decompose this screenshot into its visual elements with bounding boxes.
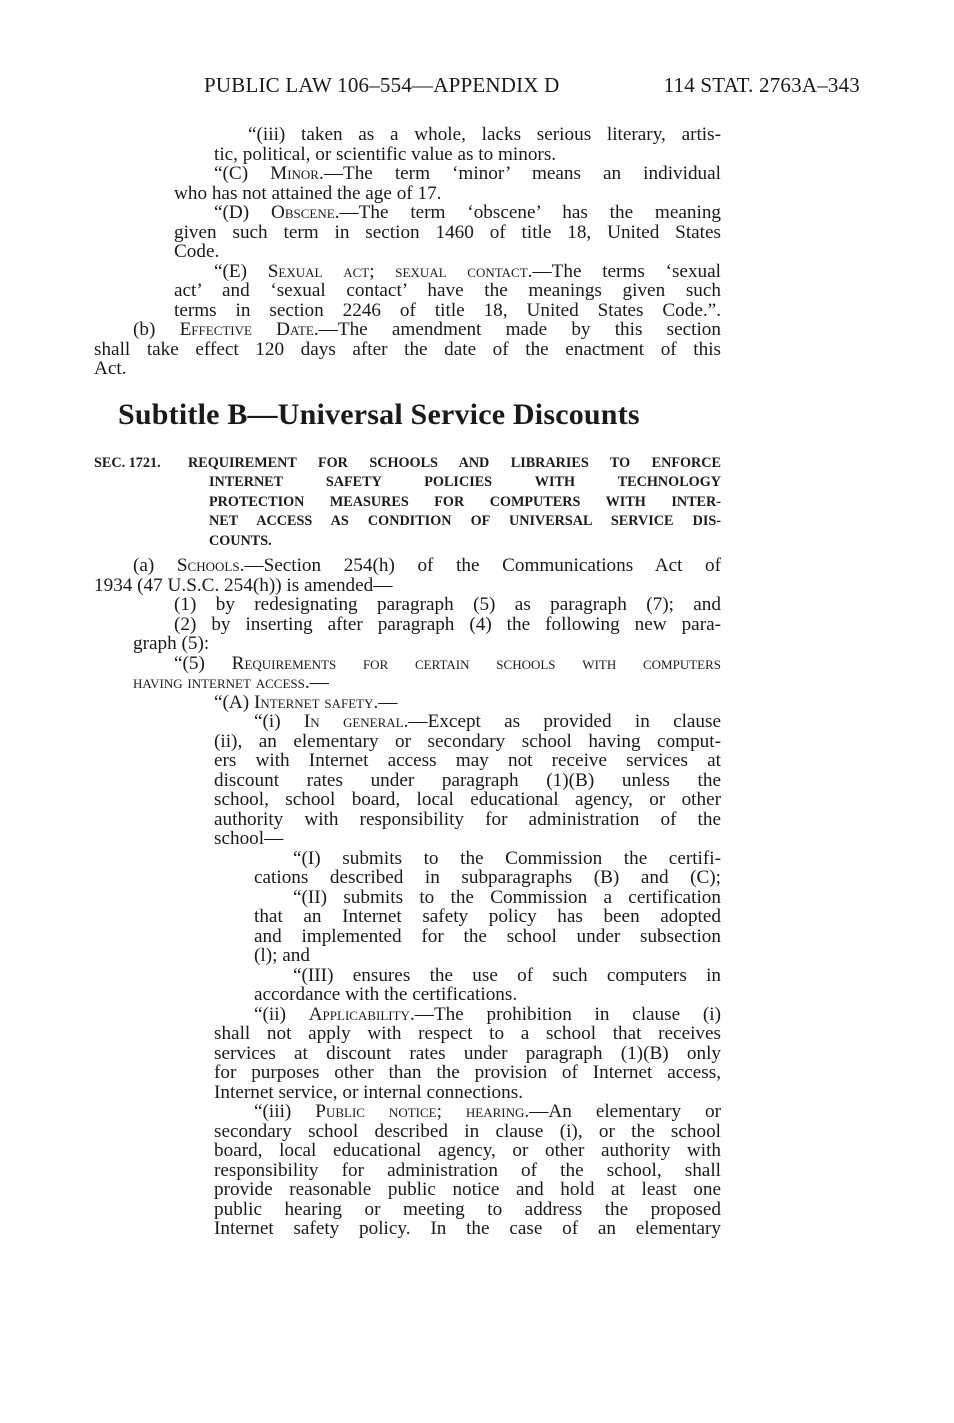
text-line: (1) by redesignating paragraph (5) as paragraph (7); and <box>174 594 721 615</box>
subtitle-heading: Subtitle B—Universal Service Discounts <box>118 398 640 431</box>
text-line: (l); and <box>254 945 310 966</box>
text-line: “(D) Obscene.—The term ‘obscene’ has the meaning <box>214 202 722 223</box>
text-line: 1934 (47 U.S.C. 254(h)) is amended— <box>94 575 393 596</box>
text-line: provide reasonable public notice and hold at least one <box>214 1179 721 1200</box>
text-line: school, school board, local educational agency, or other <box>214 789 721 810</box>
header-statute-page: 114 STAT. 2763A–343 <box>663 73 860 97</box>
text-line: board, local educational agency, or other authority with <box>214 1140 721 1161</box>
text-line: Internet safety policy. In the case of an elementary <box>214 1218 721 1239</box>
text-line: “(III) ensures the use of such computers in <box>293 965 721 986</box>
text-line: “(ii) Applicability.—The prohibition in clause (i) <box>254 1004 721 1025</box>
text-line: “(C) Minor.—The term ‘minor’ means an individual <box>214 163 721 184</box>
text-line: that an Internet safety policy has been adopted <box>254 906 721 927</box>
text-line: terms in section 2246 of title 18, United States Code.”. <box>174 300 721 321</box>
text-line: “(I) submits to the Commission the certifi- <box>293 848 721 869</box>
text-line: Internet service, or internal connections. <box>214 1082 524 1103</box>
text-line: act’ and ‘sexual contact’ have the meanings given such <box>174 280 721 301</box>
text-line: (b) Effective Date.—The amendment made by this section <box>133 319 721 340</box>
text-line: “(A) Internet safety.— <box>214 692 398 713</box>
text-line: Act. <box>94 358 127 379</box>
text-line: discount rates under paragraph (1)(B) unless the <box>214 770 721 791</box>
text-line: authority with responsibility for administration of the <box>214 809 721 830</box>
text-line: shall not apply with respect to a school that receives <box>214 1023 721 1044</box>
text-line: (a) Schools.—Section 254(h) of the Communications Act of <box>133 555 721 576</box>
section-title-line: REQUIREMENT FOR SCHOOLS AND LIBRARIES TO ENFORCE <box>188 455 721 471</box>
text-line: public hearing or meeting to address the proposed <box>214 1199 721 1220</box>
text-line: school— <box>214 828 284 849</box>
running-header <box>0 73 954 103</box>
header-law-title: PUBLIC LAW 106–554—APPENDIX D <box>204 73 560 97</box>
text-line: shall take effect 120 days after the date of the enactment of this <box>94 339 721 360</box>
text-line: tic, political, or scientific value as to minors. <box>214 144 557 165</box>
text-line: having internet access.— <box>133 672 329 693</box>
text-line: accordance with the certifications. <box>254 984 518 1005</box>
text-line: “(5) Requirements for certain schools with computers <box>174 653 722 674</box>
text-line: given such term in section 1460 of title 18, United States <box>174 222 721 243</box>
text-line: “(iii) taken as a whole, lacks serious literary, artis- <box>248 124 721 145</box>
section-number: SEC. 1721. <box>94 455 161 471</box>
text-line: (ii), an elementary or secondary school having comput- <box>214 731 721 752</box>
text-line: services at discount rates under paragraph (1)(B) only <box>214 1043 721 1064</box>
text-line: “(E) Sexual act; sexual contact.—The terms ‘sexual <box>214 261 721 282</box>
section-title-line: PROTECTION MEASURES FOR COMPUTERS WITH INTER- <box>209 494 721 510</box>
text-line: who has not attained the age of 17. <box>174 183 442 204</box>
text-line: secondary school described in clause (i), or the school <box>214 1121 721 1142</box>
text-line: ers with Internet access may not receive services at <box>214 750 721 771</box>
section-title-line: COUNTS. <box>209 533 272 549</box>
text-line: cations described in subparagraphs (B) and (C); <box>254 867 721 888</box>
section-title-line: NET ACCESS AS CONDITION OF UNIVERSAL SERVICE DIS- <box>209 513 721 529</box>
text-line: Code. <box>174 241 220 262</box>
section-title-line: INTERNET SAFETY POLICIES WITH TECHNOLOGY <box>209 474 721 490</box>
text-line: “(iii) Public notice; hearing.—An elementary or <box>254 1101 722 1122</box>
text-line: “(i) In general.—Except as provided in clause <box>254 711 722 732</box>
text-line: graph (5): <box>133 633 210 654</box>
text-line: and implemented for the school under subsection <box>254 926 721 947</box>
text-line: (2) by inserting after paragraph (4) the following new para- <box>174 614 721 635</box>
text-line: for purposes other than the provision of Internet access, <box>214 1062 721 1083</box>
text-line: “(II) submits to the Commission a certification <box>293 887 721 908</box>
text-line: responsibility for administration of the school, shall <box>214 1160 721 1181</box>
